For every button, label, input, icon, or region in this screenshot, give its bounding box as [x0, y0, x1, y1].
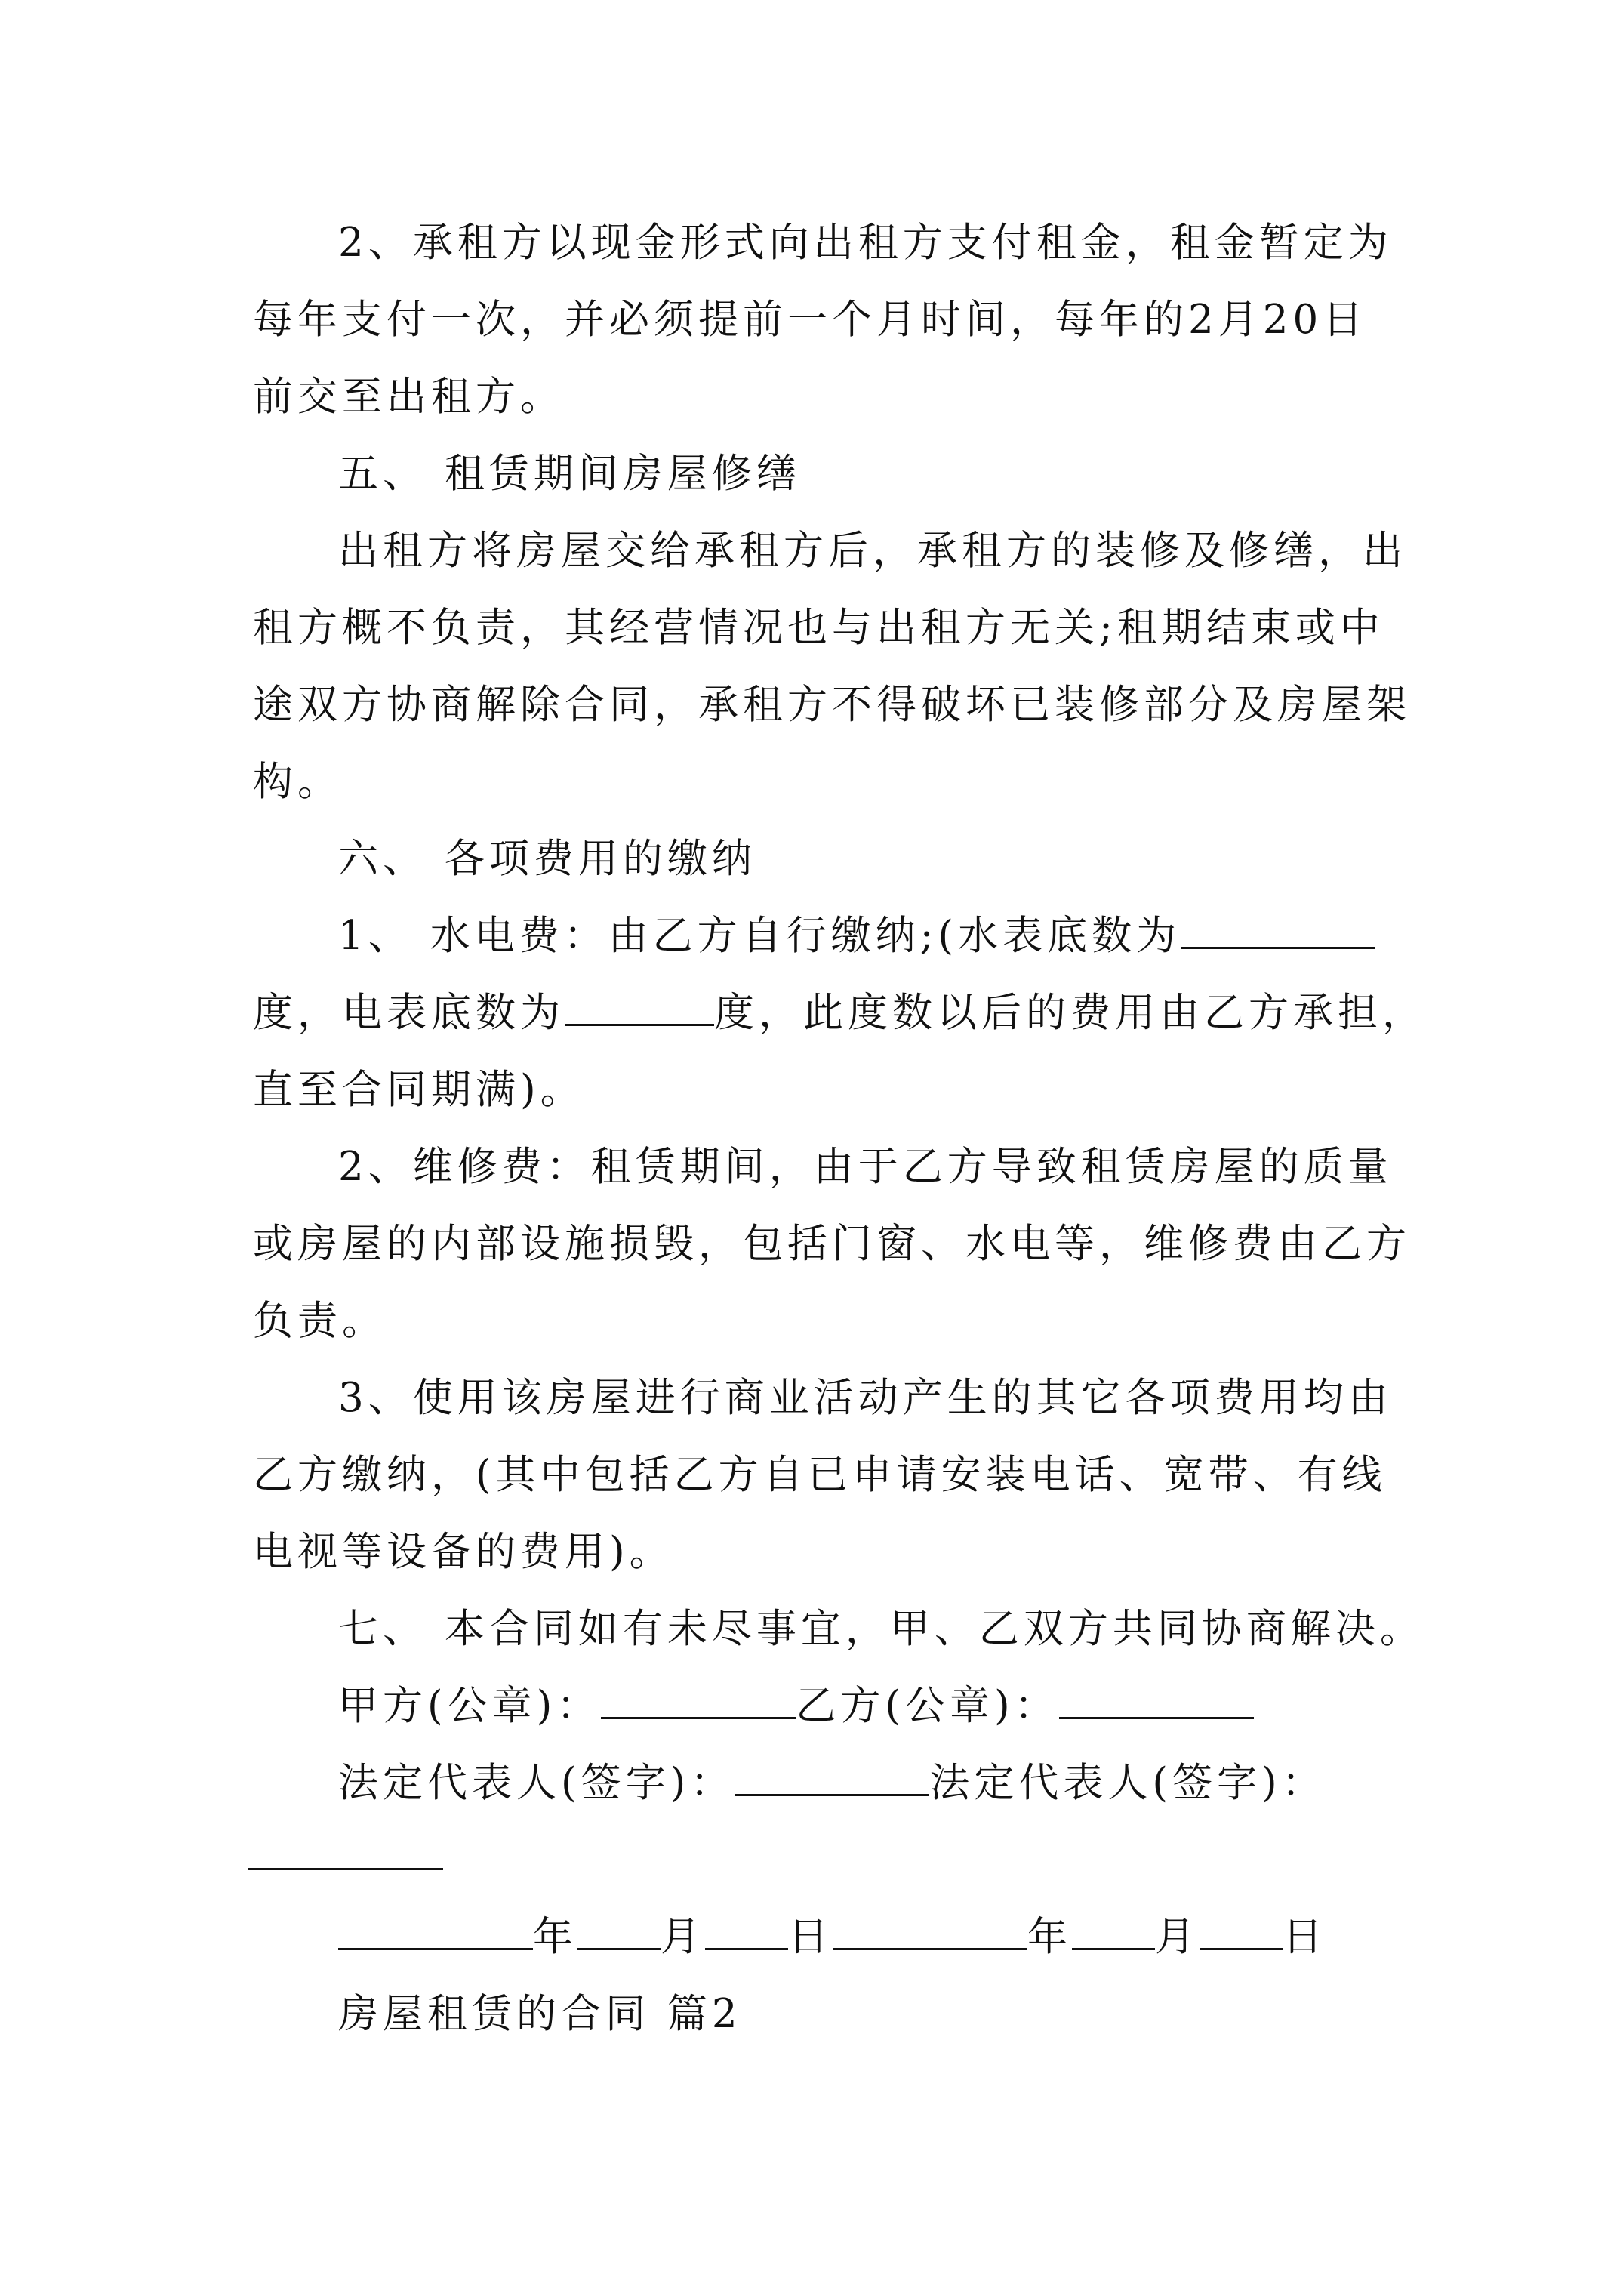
fill-in-blank [601, 1682, 796, 1719]
fill-in-blank [577, 1913, 661, 1950]
paragraph-line [338, 912, 1375, 960]
paragraph-line: 负责。 [253, 1298, 387, 1344]
text-segment: 1、 水电费：由乙方自行缴纳;(水表底数为 [338, 913, 1181, 959]
paragraph-line: 3、使用该房屋进行商业活动产生的其它各项费用均由 [338, 1375, 1393, 1421]
fill-in-blank [833, 1913, 1027, 1950]
paragraph-line: 每年支付一次，并必须提前一个月时间，每年的2月20日 [253, 297, 1368, 343]
paragraph-line: 前交至出租方。 [253, 374, 565, 420]
party-b-label: 乙方(公章)： [796, 1683, 1059, 1729]
party-a-label: 甲方(公章)： [338, 1683, 602, 1729]
paragraph-line: 2、维修费：租赁期间，由于乙方导致租赁房屋的质量 [338, 1144, 1393, 1190]
paragraph-line: 途双方协商解除合同，承租方不得破坏已装修部分及房屋架 [253, 682, 1411, 728]
signature-line [338, 1682, 1254, 1730]
paragraph-line: 构。 [253, 759, 342, 805]
paragraph-line: 乙方缴纳，(其中包括乙方自已申请安装电话、宽带、有线 [253, 1452, 1387, 1498]
paragraph-line [253, 989, 1427, 1037]
section-heading: 六、 各项费用的缴纳 [338, 836, 756, 882]
paragraph-line: 电视等设备的费用)。 [253, 1529, 674, 1575]
paragraph-line: 或房屋的内部设施损毁，包括门窗、水电等，维修费由乙方 [253, 1221, 1411, 1267]
next-section-title: 房屋租赁的合同 篇2 [338, 1991, 742, 2037]
date-month-label: 月 [661, 1914, 705, 1960]
fill-in-blank [705, 1913, 788, 1950]
date-day-label: 日 [1283, 1914, 1327, 1960]
section-heading: 五、 租赁期间房屋修缮 [338, 451, 801, 497]
fill-in-blank [248, 1868, 443, 1870]
date-day-label: 日 [788, 1914, 833, 1960]
paragraph-line: 租方概不负责，其经营情况也与出租方无关;租期结束或中 [253, 605, 1384, 651]
section-heading: 七、 本合同如有未尽事宜，甲、乙双方共同协商解决。 [338, 1606, 1424, 1652]
date-year-label: 年 [533, 1914, 577, 1960]
signature-line [338, 1759, 1326, 1808]
paragraph-line: 2、承租方以现金形式向出租方支付租金，租金暂定为 [338, 220, 1393, 266]
date-line [338, 1913, 1327, 1962]
paragraph-line: 出租方将房屋交给承租方后，承租方的装修及修缮，出 [338, 528, 1407, 574]
paragraph-line: 直至合同期满)。 [253, 1067, 585, 1113]
fill-in-blank [1200, 1913, 1283, 1950]
legal-rep-b-label: 法定代表人(签字)： [929, 1760, 1326, 1806]
text-segment: 度，此度数以后的费用由乙方承担， [714, 990, 1427, 1036]
legal-rep-a-label: 法定代表人(签字)： [338, 1760, 735, 1806]
fill-in-blank [565, 989, 714, 1026]
fill-in-blank [735, 1759, 929, 1796]
fill-in-blank [1059, 1682, 1254, 1719]
date-month-label: 月 [1155, 1914, 1200, 1960]
fill-in-blank [1181, 912, 1375, 949]
fill-in-blank [338, 1913, 533, 1950]
fill-in-blank [1072, 1913, 1155, 1950]
date-year-label: 年 [1027, 1914, 1072, 1960]
text-segment: 度，电表底数为 [253, 990, 565, 1036]
